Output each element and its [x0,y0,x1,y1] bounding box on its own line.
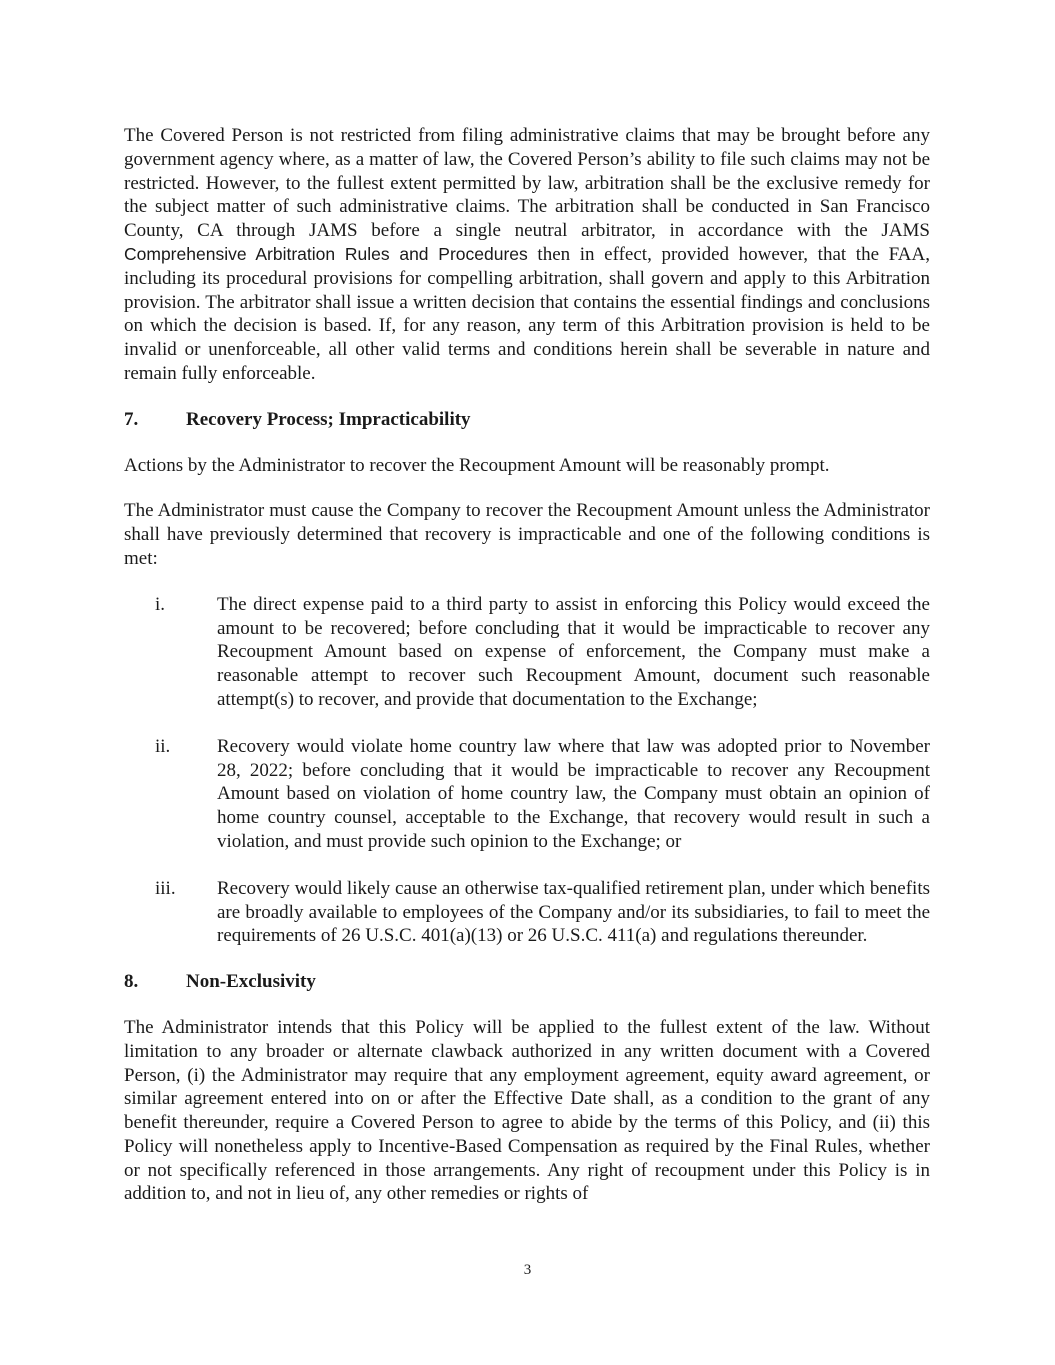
section-8-number: 8. [124,971,139,993]
list-item-text: The direct expense paid to a third party to assist in enforcing this Policy would exceed the amount to be recovered; before concluding that it would be impracticable to recover any Recoupment Amount based on expense of enforcement, the Company must make a reasonable attempt to recover such Recoupment Amount, document such reasonable attempt(s) to recover, and provide that documentation to the Exchange; [217,593,930,710]
list-item-text: Recovery would likely cause an otherwise tax-qualified retirement plan, under which benefits are broadly available to employees of the Company and/or its subsidiaries, to fail to meet the requirements of 26 U.S.C. 401(a)(13) or 26 U.S.C. 411(a) and regulations thereunder. [217,877,930,947]
list-item [124,877,930,948]
section-7-number: 7. [124,408,139,430]
list-item-marker: i. [155,593,166,615]
impracticability-conditions-list [124,593,930,948]
section-8-paragraph-1: The Administrator intends that this Policy will be applied to the fullest extent of the law. Without limitation to any broader or alternate clawback authorized in any written document with a Covered Person, (i) the Administrator may require that any employment agreement, equity award agreement, or similar agreement entered into on or after the Effective Date shall, as a condition to the grant of any benefit thereunder, require a Covered Person to agree to abide by the terms of this Policy, and (ii) this Policy will nonetheless apply to Incentive-Based Compensation as required by the Final Rules, whether or not specifically referenced in those arrangements. Any right of recoupment under this Policy is in addition to, and not in lieu of, any other remedies or rights of [124,1016,930,1205]
arbitration-text-part2: then in effect, provided however, that the FAA, including its procedural provisions for compelling arbitration, shall govern and apply to this Arbitration provision. The arbitrator shall issue a written decision that contains the essential findings and conclusions on which the decision is based. If, for any reason, any term of this Arbitration provision is held to be invalid or unenforceable, all other valid terms and conditions herein shall be severable in nature and remain fully enforceable. [124,243,930,384]
list-item-marker: ii. [155,735,171,757]
section-8-title: Non-Exclusivity [186,971,316,993]
jams-rules-name: Comprehensive Arbitration Rules and Procedures [124,243,528,264]
page-number: 3 [523,1262,532,1278]
list-item [124,735,930,854]
list-item-marker: iii. [155,877,176,899]
arbitration-text-part1: The Covered Person is not restricted from filing administrative claims that may be brought before any government agency where, as a matter of law, the Covered Person’s ability to file such claims may not be restricted. However, to the fullest extent permitted by law, arbitration shall be the exclusive remedy for the subject matter of such administrative claims. The arbitration shall be conducted in San Francisco County, CA through JAMS before a single neutral arbitrator, in accordance with the JAMS [124,125,930,242]
section-7-title: Recovery Process; Impracticability [186,408,471,430]
section-8-heading [124,970,930,994]
arbitration-paragraph [124,124,930,386]
list-item-text: Recovery would violate home country law where that law was adopted prior to November 28, 2022; before concluding that it would be impracticable to recover any Recoupment Amount based on violation of home country law, the Company must obtain an opinion of home country counsel, acceptable to the Exchange, that recovery would result in such a violation, and must provide such opinion to the Exchange; or [217,735,930,852]
list-item [124,593,930,712]
section-7-paragraph-2: The Administrator must cause the Company to recover the Recoupment Amount unless the Administrator shall have previously determined that recovery is impracticable and one of the following conditions is met: [124,500,930,569]
section-7-heading [124,408,930,432]
document-page [124,124,930,1206]
section-7-paragraph-1: Actions by the Administrator to recover the Recoupment Amount will be reasonably prompt. [124,454,830,476]
